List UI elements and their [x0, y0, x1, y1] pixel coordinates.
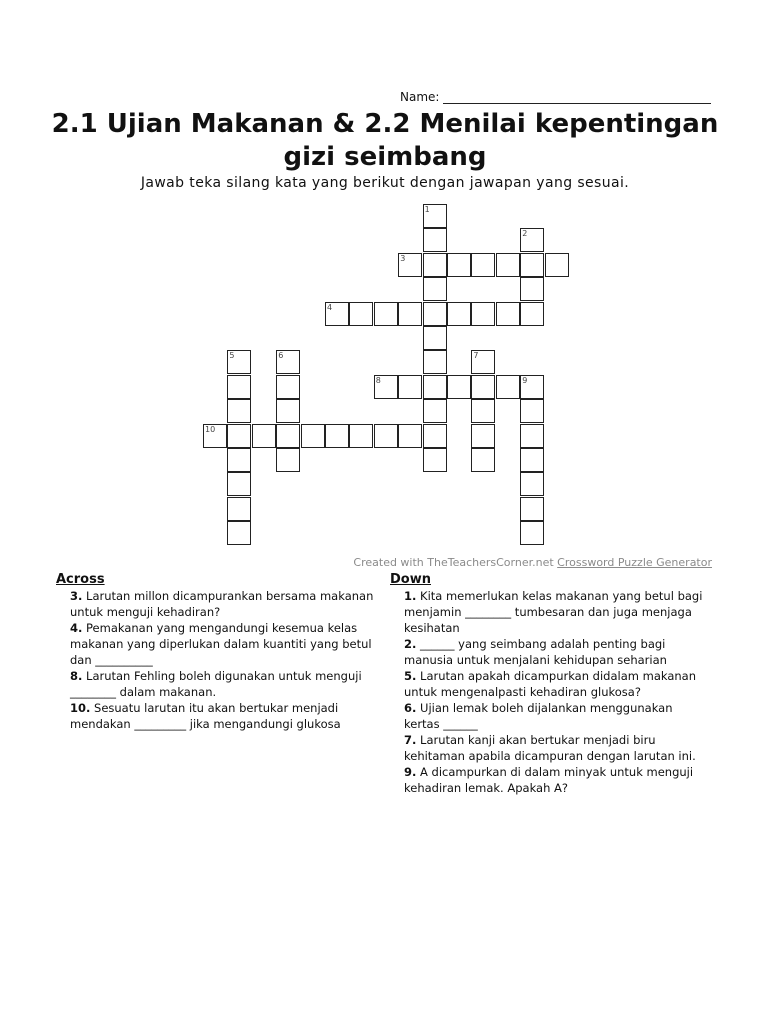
crossword-cell[interactable]: [471, 253, 495, 277]
clue-text: A dicampurkan di dalam minyak untuk menguji kehadiran lemak. Apakah A?: [404, 765, 694, 795]
clue-down-2: [390, 636, 710, 668]
clue-number-label: 6: [278, 351, 284, 361]
crossword-cell[interactable]: [471, 448, 495, 472]
crossword-cell[interactable]: [252, 424, 276, 448]
clue-text: Larutan apakah dicampurkan didalam makanan untuk mengenalpasti kehadiran glukosa?: [404, 669, 696, 699]
crossword-cell[interactable]: [423, 204, 447, 228]
crossword-cell[interactable]: [471, 399, 495, 423]
clue-down-1: [390, 588, 710, 636]
clue-number-label: 2: [522, 229, 528, 239]
crossword-cell[interactable]: [325, 302, 349, 326]
instructions: Jawab teka silang kata yang berikut dengan jawapan yang sesuai.: [140, 175, 630, 191]
clue-text: Larutan millon dicampurankan bersama makanan untuk menguji kehadiran?: [70, 589, 374, 619]
crossword-cell[interactable]: [520, 277, 544, 301]
crossword-cell[interactable]: [423, 350, 447, 374]
crossword-cell[interactable]: [423, 228, 447, 252]
crossword-cell[interactable]: [301, 424, 325, 448]
clue-number: 7.: [404, 733, 417, 747]
clue-down-6: [390, 700, 710, 732]
crossword-cell[interactable]: [227, 521, 251, 545]
clue-number-label: 8: [375, 375, 381, 385]
name-field-row: [400, 89, 711, 104]
crossword-cell[interactable]: [398, 375, 422, 399]
crossword-cell[interactable]: [447, 375, 471, 399]
crossword-cell[interactable]: [447, 253, 471, 277]
page-title: 2.1 Ujian Makanan & 2.2 Menilai kepentingan gizi seimbang: [51, 109, 719, 172]
crossword-cell[interactable]: [471, 375, 495, 399]
crossword-cell[interactable]: [349, 424, 373, 448]
clue-across-8: [56, 668, 386, 700]
clue-number-label: 3: [400, 253, 406, 263]
crossword-cell[interactable]: [520, 399, 544, 423]
across-heading: Across: [56, 572, 105, 587]
crossword-cell[interactable]: [447, 302, 471, 326]
crossword-cell[interactable]: [423, 399, 447, 423]
crossword-cell[interactable]: [276, 399, 300, 423]
crossword-cell[interactable]: [520, 253, 544, 277]
crossword-cell[interactable]: [423, 253, 447, 277]
crossword-cell[interactable]: [496, 375, 520, 399]
crossword-cell[interactable]: [227, 448, 251, 472]
crossword-cell[interactable]: [276, 448, 300, 472]
crossword-cell[interactable]: [520, 448, 544, 472]
clue-number: 9.: [404, 765, 417, 779]
clue-text: Sesuatu larutan itu akan bertukar menjadi mendakan _________ jika mengandungi glukosa: [70, 701, 341, 731]
crossword-cell[interactable]: [471, 302, 495, 326]
crossword-cell[interactable]: [520, 375, 544, 399]
crossword-cell[interactable]: [276, 350, 300, 374]
crossword-cell[interactable]: [398, 424, 422, 448]
crossword-cell[interactable]: [227, 399, 251, 423]
crossword-cell[interactable]: [520, 302, 544, 326]
crossword-cell[interactable]: [227, 350, 251, 374]
clue-down-7: [390, 732, 710, 764]
crossword-cell[interactable]: [325, 424, 349, 448]
crossword-cell[interactable]: [496, 253, 520, 277]
down-clues: [390, 572, 710, 796]
clue-text: Larutan Fehling boleh digunakan untuk menguji ________ dalam makanan.: [70, 669, 362, 699]
clue-number: 5.: [404, 669, 417, 683]
clue-number: 6.: [404, 701, 417, 715]
across-clues: [56, 572, 386, 732]
clue-text: Kita memerlukan kelas makanan yang betul bagi menjamin ________ tumbesaran dan juga menjaga kesihatan: [404, 589, 703, 635]
crossword-cell[interactable]: [545, 253, 569, 277]
credit-text: Created with TheTeachersCorner.net: [353, 556, 558, 569]
clue-number: 10.: [70, 701, 91, 715]
crossword-cell[interactable]: [374, 424, 398, 448]
crossword-cell[interactable]: [423, 302, 447, 326]
clue-down-5: [390, 668, 710, 700]
clue-number-label: 10: [205, 424, 216, 434]
down-heading: Down: [390, 572, 431, 587]
clue-number: 4.: [70, 621, 83, 635]
crossword-cell[interactable]: [520, 228, 544, 252]
crossword-cell[interactable]: [227, 424, 251, 448]
clue-number-label: 5: [229, 351, 235, 361]
clue-number-label: 7: [473, 351, 479, 361]
clue-down-9: [390, 764, 710, 796]
crossword-cell[interactable]: [520, 424, 544, 448]
crossword-cell[interactable]: [471, 424, 495, 448]
crossword-cell[interactable]: [423, 424, 447, 448]
clue-across-10: [56, 700, 386, 732]
crossword-cell[interactable]: [227, 375, 251, 399]
crossword-cell[interactable]: [423, 326, 447, 350]
crossword-cell[interactable]: [520, 521, 544, 545]
crossword-cell[interactable]: [423, 375, 447, 399]
crossword-generator-link[interactable]: Crossword Puzzle Generator: [557, 556, 712, 569]
crossword-cell[interactable]: [349, 302, 373, 326]
crossword-cell[interactable]: [520, 497, 544, 521]
name-label: Name:: [400, 90, 440, 104]
crossword-cell[interactable]: [423, 448, 447, 472]
crossword-cell[interactable]: [203, 424, 227, 448]
clue-number-label: 4: [327, 302, 333, 312]
crossword-cell[interactable]: [471, 350, 495, 374]
crossword-cell[interactable]: [496, 302, 520, 326]
clue-number: 8.: [70, 669, 83, 683]
crossword-cell[interactable]: [423, 277, 447, 301]
crossword-cell[interactable]: [227, 497, 251, 521]
crossword-cell[interactable]: [398, 302, 422, 326]
crossword-cell[interactable]: [276, 375, 300, 399]
clue-number: 3.: [70, 589, 83, 603]
crossword-cell[interactable]: [520, 472, 544, 496]
clue-text: Larutan kanji akan bertukar menjadi biru kehitaman apabila dicampuran dengan larutan ini.: [404, 733, 696, 763]
clue-text: ______ yang seimbang adalah penting bagi manusia untuk menjalani kehidupan seharian: [404, 637, 667, 667]
crossword-cell[interactable]: [227, 472, 251, 496]
clue-across-4: [56, 620, 386, 668]
clue-across-3: [56, 588, 386, 620]
crossword-cell[interactable]: [374, 375, 398, 399]
crossword-cell[interactable]: [276, 424, 300, 448]
clue-number: 1.: [404, 589, 417, 603]
clue-number-label: 1: [424, 205, 430, 214]
clue-number-label: 9: [522, 375, 528, 385]
clue-number: 2.: [404, 637, 417, 651]
credit-line: [340, 556, 712, 569]
crossword-cell[interactable]: [374, 302, 398, 326]
crossword-cell[interactable]: [398, 253, 422, 277]
clue-text: Pemakanan yang mengandungi kesemua kelas makanan yang diperlukan dalam kuantiti yang betul dan __________: [70, 621, 372, 667]
clue-text: Ujian lemak boleh dijalankan menggunakan kertas ______: [404, 701, 673, 731]
name-blank-line[interactable]: [443, 89, 711, 104]
